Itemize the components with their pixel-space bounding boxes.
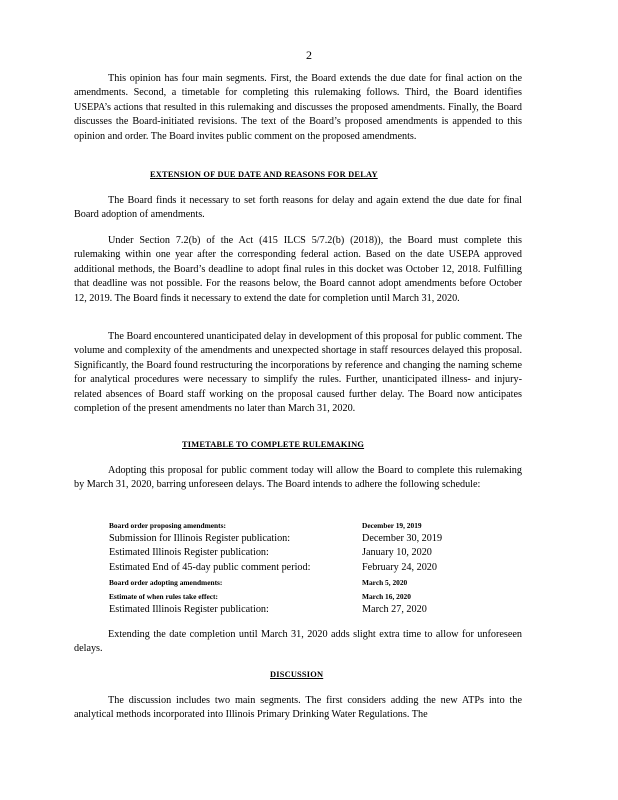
discussion-paragraph (74, 694, 522, 723)
delay-text: The Board encountered unanticipated delay in development of this proposal for public comment. The volume and complexity of the amendments and unexpected shortage in staff resources delayed this proposal. Significantly, the Board found restructuring the incorporations by reference and changing the naming scheme for analytical procedures were necessary to simplify the rules. Further, unanticipated illness- and injury-related absences of Board staff working on the proposal caused further delay. The Board now anticipates completion of the present amendments no later than March 31, 2020. (74, 331, 522, 415)
schedule-date: March 27, 2020 (362, 604, 427, 616)
schedule-event: Estimated End of 45-day public comment period: (109, 561, 311, 573)
schedule-event: Submission for Illinois Register publication: (109, 533, 291, 545)
delay-paragraph (74, 330, 522, 416)
schedule-row (109, 604, 509, 618)
discussion-text: The discussion includes two main segments. The first considers adding the new ATPs into the analytical methods incorporated into Illinois Primary Drinking Water Regulations. The (74, 695, 522, 721)
schedule-date: December 30, 2019 (362, 533, 443, 545)
schedule-date: December 19, 2019 (362, 521, 422, 530)
schedule-date: March 16, 2020 (362, 591, 411, 601)
finding-text: The Board finds it necessary to set forth reasons for delay and again extend the due date for final Board adoption of amendments. (74, 195, 522, 221)
schedule-event: Estimated Illinois Register publication: (109, 547, 269, 559)
schedule-event: Estimated Illinois Register publication: (109, 604, 269, 616)
schedule-row (109, 590, 509, 604)
schedule-row (109, 547, 509, 561)
schedule-date: March 5, 2020 (362, 577, 408, 587)
schedule-row (109, 576, 509, 590)
section-text: Under Section 7.2(b) of the Act (415 ILCS 5/7.2(b) (2018)), the Board must complete this rulemaking within one year after the corresponding federal action. Based on the date USEPA approved additional methods, the Board’s deadline to adopt final rules in this docket was October 12, 2018. Fulfilling that deadline was not possible. For the reasons below, the Board cannot adopt amendments before October 12, 2019. The Board finds it necessary to extend the date for completion until March 31, 2020. (74, 235, 522, 304)
schedule-date: February 24, 2020 (362, 561, 437, 573)
schedule-date: January 10, 2020 (362, 547, 432, 559)
extending-paragraph (74, 628, 522, 657)
schedule-event: Board order proposing amendments: (109, 521, 226, 530)
heading-timetable: TIMETABLE TO COMPLETE RULEMAKING (182, 440, 365, 449)
schedule-event: Board order adopting amendments: (109, 577, 223, 587)
page-number: 2 (306, 48, 312, 62)
timetable-paragraph (74, 464, 522, 493)
intro-text: This opinion has four main segments. First, the Board extends the due date for final action on the amendments. Second, a timetable for completing this rulemaking follows. Third, the Board identifies USEPA’s actions that resulted in this rulemaking and discusses the proposed amendments. Finally, the Board discusses the Board-initiated revisions. The text of the Board’s proposed amendments is appended to this opinion and order. The Board invites public comment on the proposed amendments. (74, 73, 522, 142)
timetable-text: Adopting this proposal for public comment today will allow the Board to complete this rulemaking by March 31, 2020, barring unforeseen delays. The Board intends to adhere the following schedule: (74, 465, 522, 491)
intro-paragraph (74, 72, 522, 144)
schedule-row (109, 533, 509, 547)
heading-extension: EXTENSION OF DUE DATE AND REASONS FOR DELAY (150, 170, 378, 179)
schedule-event: Estimate of when rules take effect: (109, 591, 218, 601)
section-paragraph (74, 234, 522, 306)
extending-text: Extending the date completion until March 31, 2020 adds slight extra time to allow for unforeseen delays. (74, 629, 522, 655)
finding-paragraph (74, 194, 522, 223)
heading-discussion: DISCUSSION (270, 670, 324, 679)
schedule-row (109, 519, 509, 533)
schedule-row (109, 562, 509, 576)
schedule-list (109, 519, 509, 618)
